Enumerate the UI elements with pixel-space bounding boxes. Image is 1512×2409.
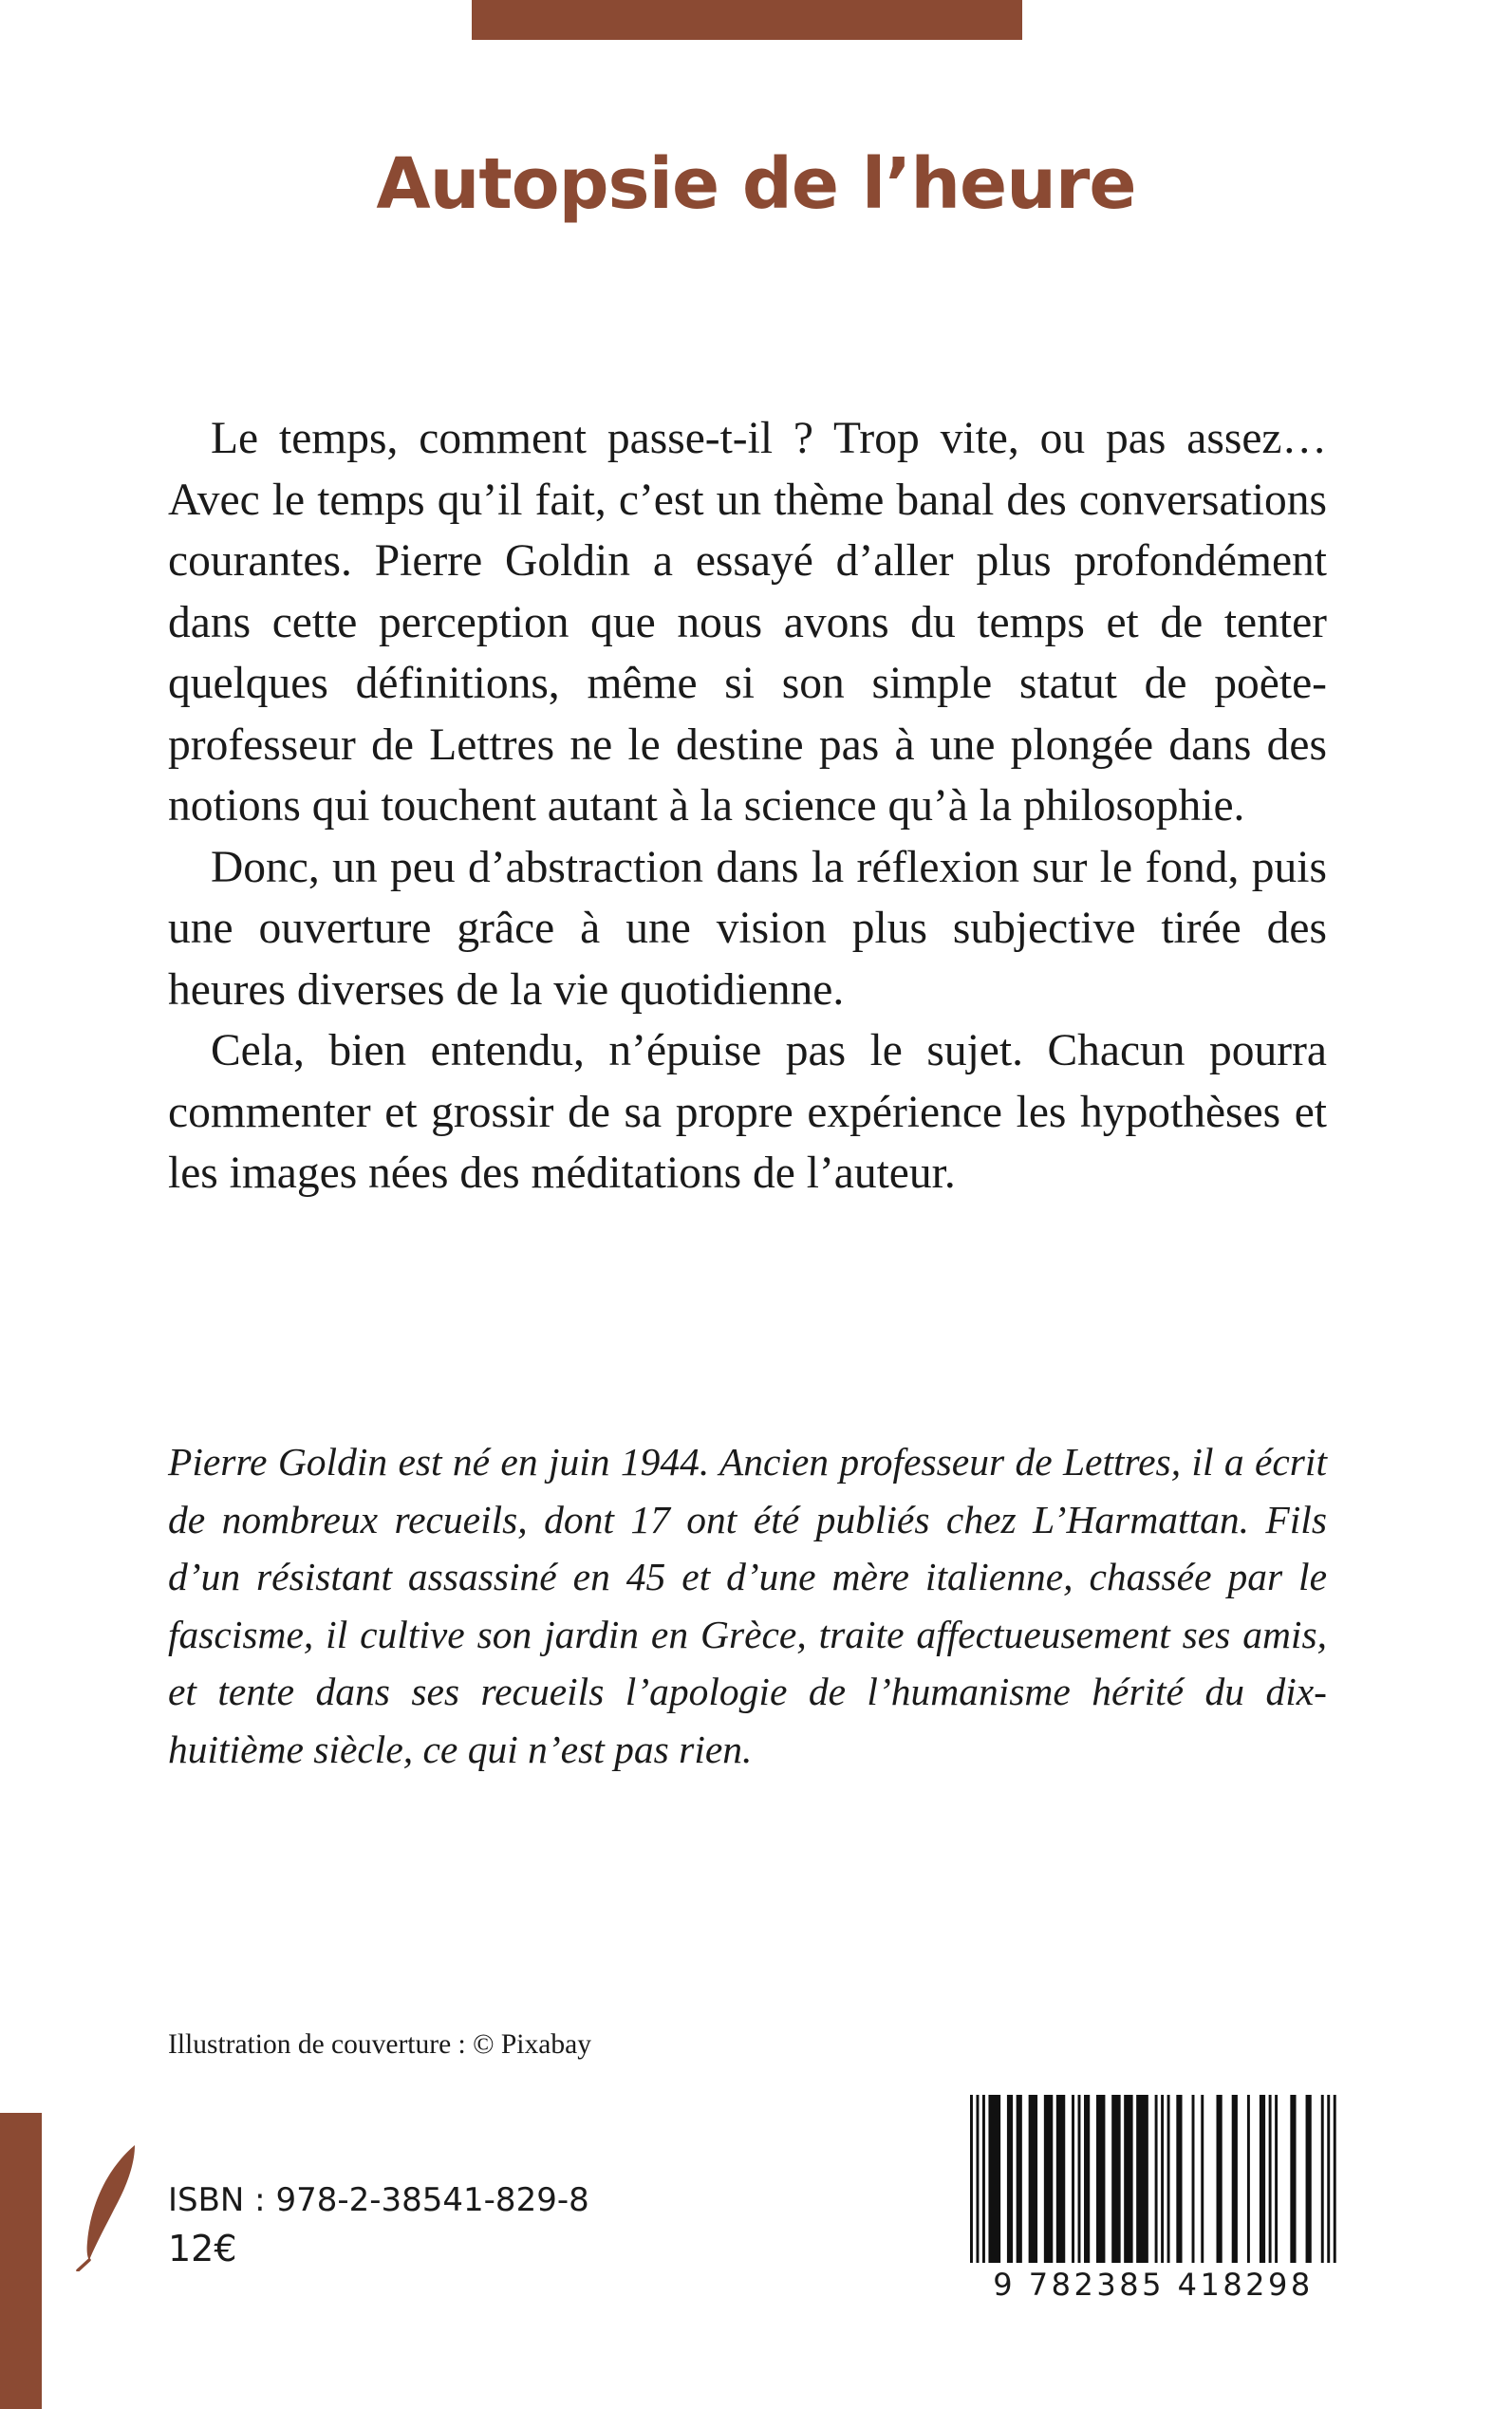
- illustration-credit: Illustration de couverture : © Pixabay: [168, 2029, 591, 2060]
- book-title: Autopsie de l’heure: [376, 143, 1136, 225]
- barcode-bar: [1096, 2095, 1105, 2263]
- barcode-bar: [1247, 2095, 1250, 2263]
- book-summary: [168, 408, 1327, 1204]
- barcode: [968, 2095, 1338, 2263]
- barcode-bar: [1167, 2095, 1170, 2263]
- barcode-bar: [1217, 2095, 1223, 2263]
- barcode-bar: [1269, 2095, 1272, 2263]
- barcode-bar: [1334, 2095, 1336, 2263]
- barcode-bar: [1232, 2095, 1238, 2263]
- barcode-bar: [1290, 2095, 1296, 2263]
- barcode-bar: [1176, 2095, 1182, 2263]
- barcode-bar: [1029, 2095, 1037, 2263]
- barcode-bar: [1056, 2095, 1065, 2263]
- barcode-bar: [1007, 2095, 1013, 2263]
- summary-paragraph: Cela, bien entendu, n’épuise pas le sujet. Chacun pourra commenter et grossir de sa propre expérience les hypothèses et les images nées des méditations de l’auteur.: [168, 1026, 1327, 1198]
- barcode-bar: [1044, 2095, 1053, 2263]
- barcode-bar: [1017, 2095, 1022, 2263]
- side-accent-band: [0, 2113, 42, 2409]
- barcode-bar: [1155, 2095, 1158, 2263]
- barcode-bar: [1201, 2095, 1204, 2263]
- summary-paragraph: Le temps, comment passe-t-il ? Trop vite, ou pas assez… Avec le temps qu’il fait, c’est un thème banal des conversations courantes. Pierre Goldin a essayé d’aller plus profondément dans cette perception que nous avons du temps et de tenter quelques définitions, même si son simple statut de poète-professeur de Lettres ne le destine pas à une plongée dans des notions qui touchent autant à la science qu’à la philosophie.: [168, 414, 1327, 831]
- barcode-bar: [1078, 2095, 1081, 2263]
- barcode-bar: [1306, 2095, 1312, 2263]
- barcode-bar: [1321, 2095, 1324, 2263]
- barcode-bar: [1327, 2095, 1330, 2263]
- barcode-bars: [968, 2095, 1338, 2263]
- barcode-bar: [982, 2095, 985, 2263]
- isbn-number: ISBN : 978-2-38541-829-8: [168, 2181, 589, 2219]
- top-accent-band: [472, 0, 1022, 40]
- barcode-bar: [1161, 2095, 1164, 2263]
- barcode-bar: [1111, 2095, 1120, 2263]
- barcode-bar: [1072, 2095, 1074, 2263]
- barcode-bar: [970, 2095, 973, 2263]
- barcode-digits: 9 782385 418298: [993, 2267, 1314, 2303]
- barcode-bar: [1260, 2095, 1265, 2263]
- barcode-bar: [1192, 2095, 1195, 2263]
- price: 12€: [168, 2228, 237, 2269]
- feather-icon: [74, 2143, 144, 2271]
- barcode-bar: [976, 2095, 979, 2263]
- barcode-bar: [988, 2095, 1000, 2263]
- summary-paragraph: Donc, un peu d’abstraction dans la réflexion sur le fond, puis une ouverture grâce à une vision plus subjective tirée des heures diverses de la vie quotidienne.: [168, 842, 1327, 1015]
- barcode-bar: [1136, 2095, 1148, 2263]
- barcode-bar: [1084, 2095, 1090, 2263]
- barcode-bar: [1275, 2095, 1278, 2263]
- author-bio: Pierre Goldin est né en juin 1944. Ancien professeur de Lettres, il a écrit de nombreux recueils, dont 17 ont été publiés chez L’Harmattan. Fils d’un résistant assassiné en 45 et d’une mère italienne, chassée par le fascisme, il cultive son jardin en Grèce, traite affectueusement ses amis, et tente dans ses recueils l’apologie de l’humanisme hérité du dix-huitième siècle, ce qui n’est pas rien.: [168, 1440, 1327, 1771]
- barcode-bar: [1124, 2095, 1132, 2263]
